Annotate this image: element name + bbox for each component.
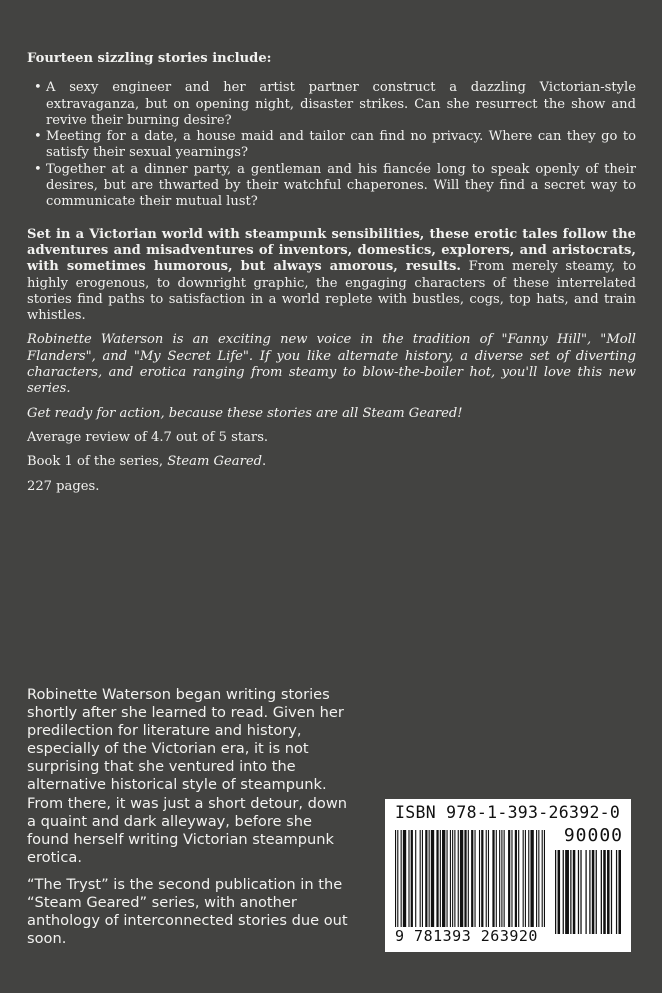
addon-bars — [555, 850, 621, 934]
series-suffix: . — [261, 454, 267, 470]
setting-bold-text: Set in a Victorian world with steampunk sensibilities, these erotic tales follow the adventures and misadventures of inventors, domestics, explorers, and aristocrats, with sometimes humorous, but always amorous, results. — [27, 226, 636, 275]
isbn-label: ISBN 978-1-393-26392-0 — [395, 803, 621, 822]
story-item: • A sexy engineer and her artist partner construct a dazzling Victorian-style extravaganza, but on opening night, disaster strikes. Can she resurrect the show and revive their burning desire? — [46, 80, 636, 129]
ean13-bars — [395, 830, 545, 934]
bio-paragraph-1: Robinette Waterson began writing stories shortly after she learned to read. Given her predilection for literature and history, especially of the Victorian era, it is not surprising that she ventured into the alternative historical style of steampunk. From there, it was just a short detour, down a quaint and dark alleyway, before she found herself writing Victorian steampunk erotica. — [27, 686, 348, 866]
tagline-paragraph — [27, 406, 636, 422]
story-item: • Together at a dinner party, a gentleman and his fiancée long to speak openly of their desires, but are thwarted by their watchful chaperones. Will they find a secret way to communicate their mutual lust? — [46, 162, 636, 211]
back-cover-blurb — [27, 51, 636, 503]
series-line — [27, 454, 636, 470]
series-name: Steam Geared — [167, 454, 262, 470]
bio-paragraph-2: “The Tryst” is the second publication in the “Steam Geared” series, with another anthology of interconnected stories due out soon. — [27, 875, 348, 948]
story-item: • Meeting for a date, a house maid and tailor can find no privacy. Where can they go to satisfy their sexual yearnings? — [46, 129, 636, 162]
tagline-text: Get ready for action, because these stories are all Steam Geared! — [27, 405, 463, 421]
setting-paragraph — [27, 227, 636, 325]
review-line: Average review of 4.7 out of 5 stars. — [27, 429, 269, 445]
blurb-intro: Fourteen sizzling stories include: — [27, 51, 272, 66]
barcode-digits: 9 781393 263920 — [393, 927, 547, 945]
isbn-barcode — [385, 799, 631, 952]
price-code: 90000 — [563, 825, 623, 846]
page-count: 227 pages. — [27, 478, 100, 494]
author-paragraph — [27, 332, 636, 397]
series-prefix: Book 1 of the series, — [27, 454, 168, 470]
story-list — [27, 80, 636, 210]
setting-rest-text: From merely steamy, to highly erogenous, to downright graphic, the engaging characters of these interrelated stories find paths to satisfaction in a world replete with bustles, cogs, top hats, and train whistles. — [27, 259, 637, 324]
author-bio — [27, 686, 357, 957]
author-italic-text: Robinette Waterson is an exciting new voice in the tradition of "Fanny Hill", "Moll Flanders", and "My Secret Life". If you like alternate history, a diverse set of diverting characters, and erotica ranging from steamy to blow-the-boiler hot, you'll love this new series. — [27, 332, 636, 397]
